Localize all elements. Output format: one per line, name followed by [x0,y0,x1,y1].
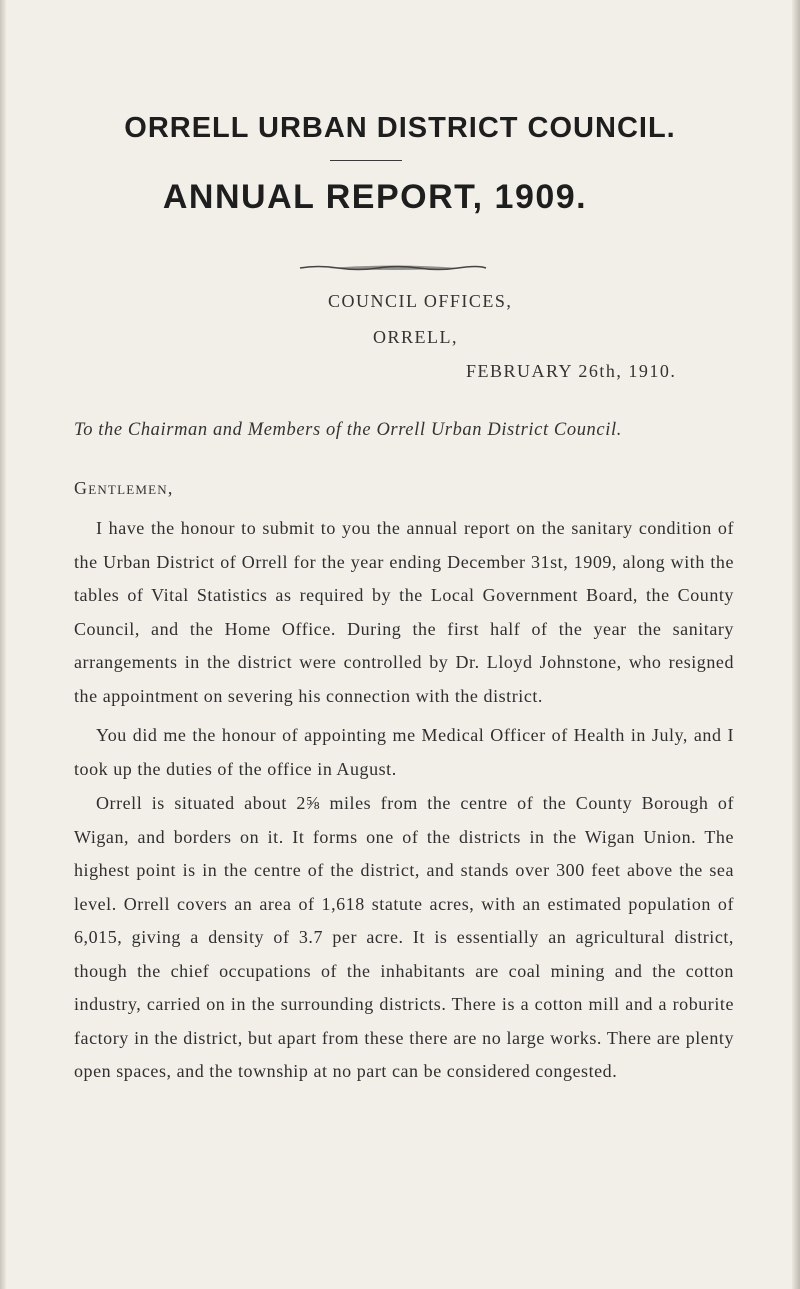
addressee-line: To the Chairman and Members of the Orrell Urban District Council. [74,420,622,440]
council-heading: ORRELL URBAN DISTRICT COUNCIL. [124,112,676,144]
heading-divider [330,160,402,161]
page-edge-right [792,0,800,1289]
address-line-town: ORRELL, [373,327,458,347]
letter-date: FEBRUARY 26th, 1910. [466,361,677,381]
paragraph-appointment: You did me the honour of appointing me Medical Officer of Health in July, and I took up the duties of the office in August. [74,725,734,779]
paragraph-district-description: Orrell is situated about 2⅝ miles from the centre of the County Borough of Wigan, and borders on it. It forms one of the districts in the Wigan Union. The highest point is in the centre of the district, and stands over 300 feet above the sea level. Orrell covers an area of 1,618 statute acres, with an estimated population of 6,015, giving a density of 3.7 per acre. It is essentially an agricultural district, though the chief occupations of the inhabitants are coal mining and the cotton industry, carried on in the surrounding districts. There is a cotton mill and a roburite factory in the district, but apart from these there are no large works. There are plenty open spaces, and the township at no part can be considered congested. [74,793,734,1081]
ornamental-rule [298,262,488,274]
report-title: ANNUAL REPORT, 1909. [162,178,588,216]
address-line-offices: COUNCIL OFFICES, [328,291,513,311]
greeting: Gentlemen, [74,478,174,498]
paragraph-introduction: I have the honour to submit to you the annual report on the sanitary condition of the Urban District of Orrell for the year ending December 31st, 1909, along with the tables of Vital Statistics as required by the Local Government Board, the County Council, and the Home Office. During the first half of the year the sanitary arrangements in the district were controlled by Dr. Lloyd Johnstone, who resigned the appointment on severing his connection with the district. [74,518,734,706]
